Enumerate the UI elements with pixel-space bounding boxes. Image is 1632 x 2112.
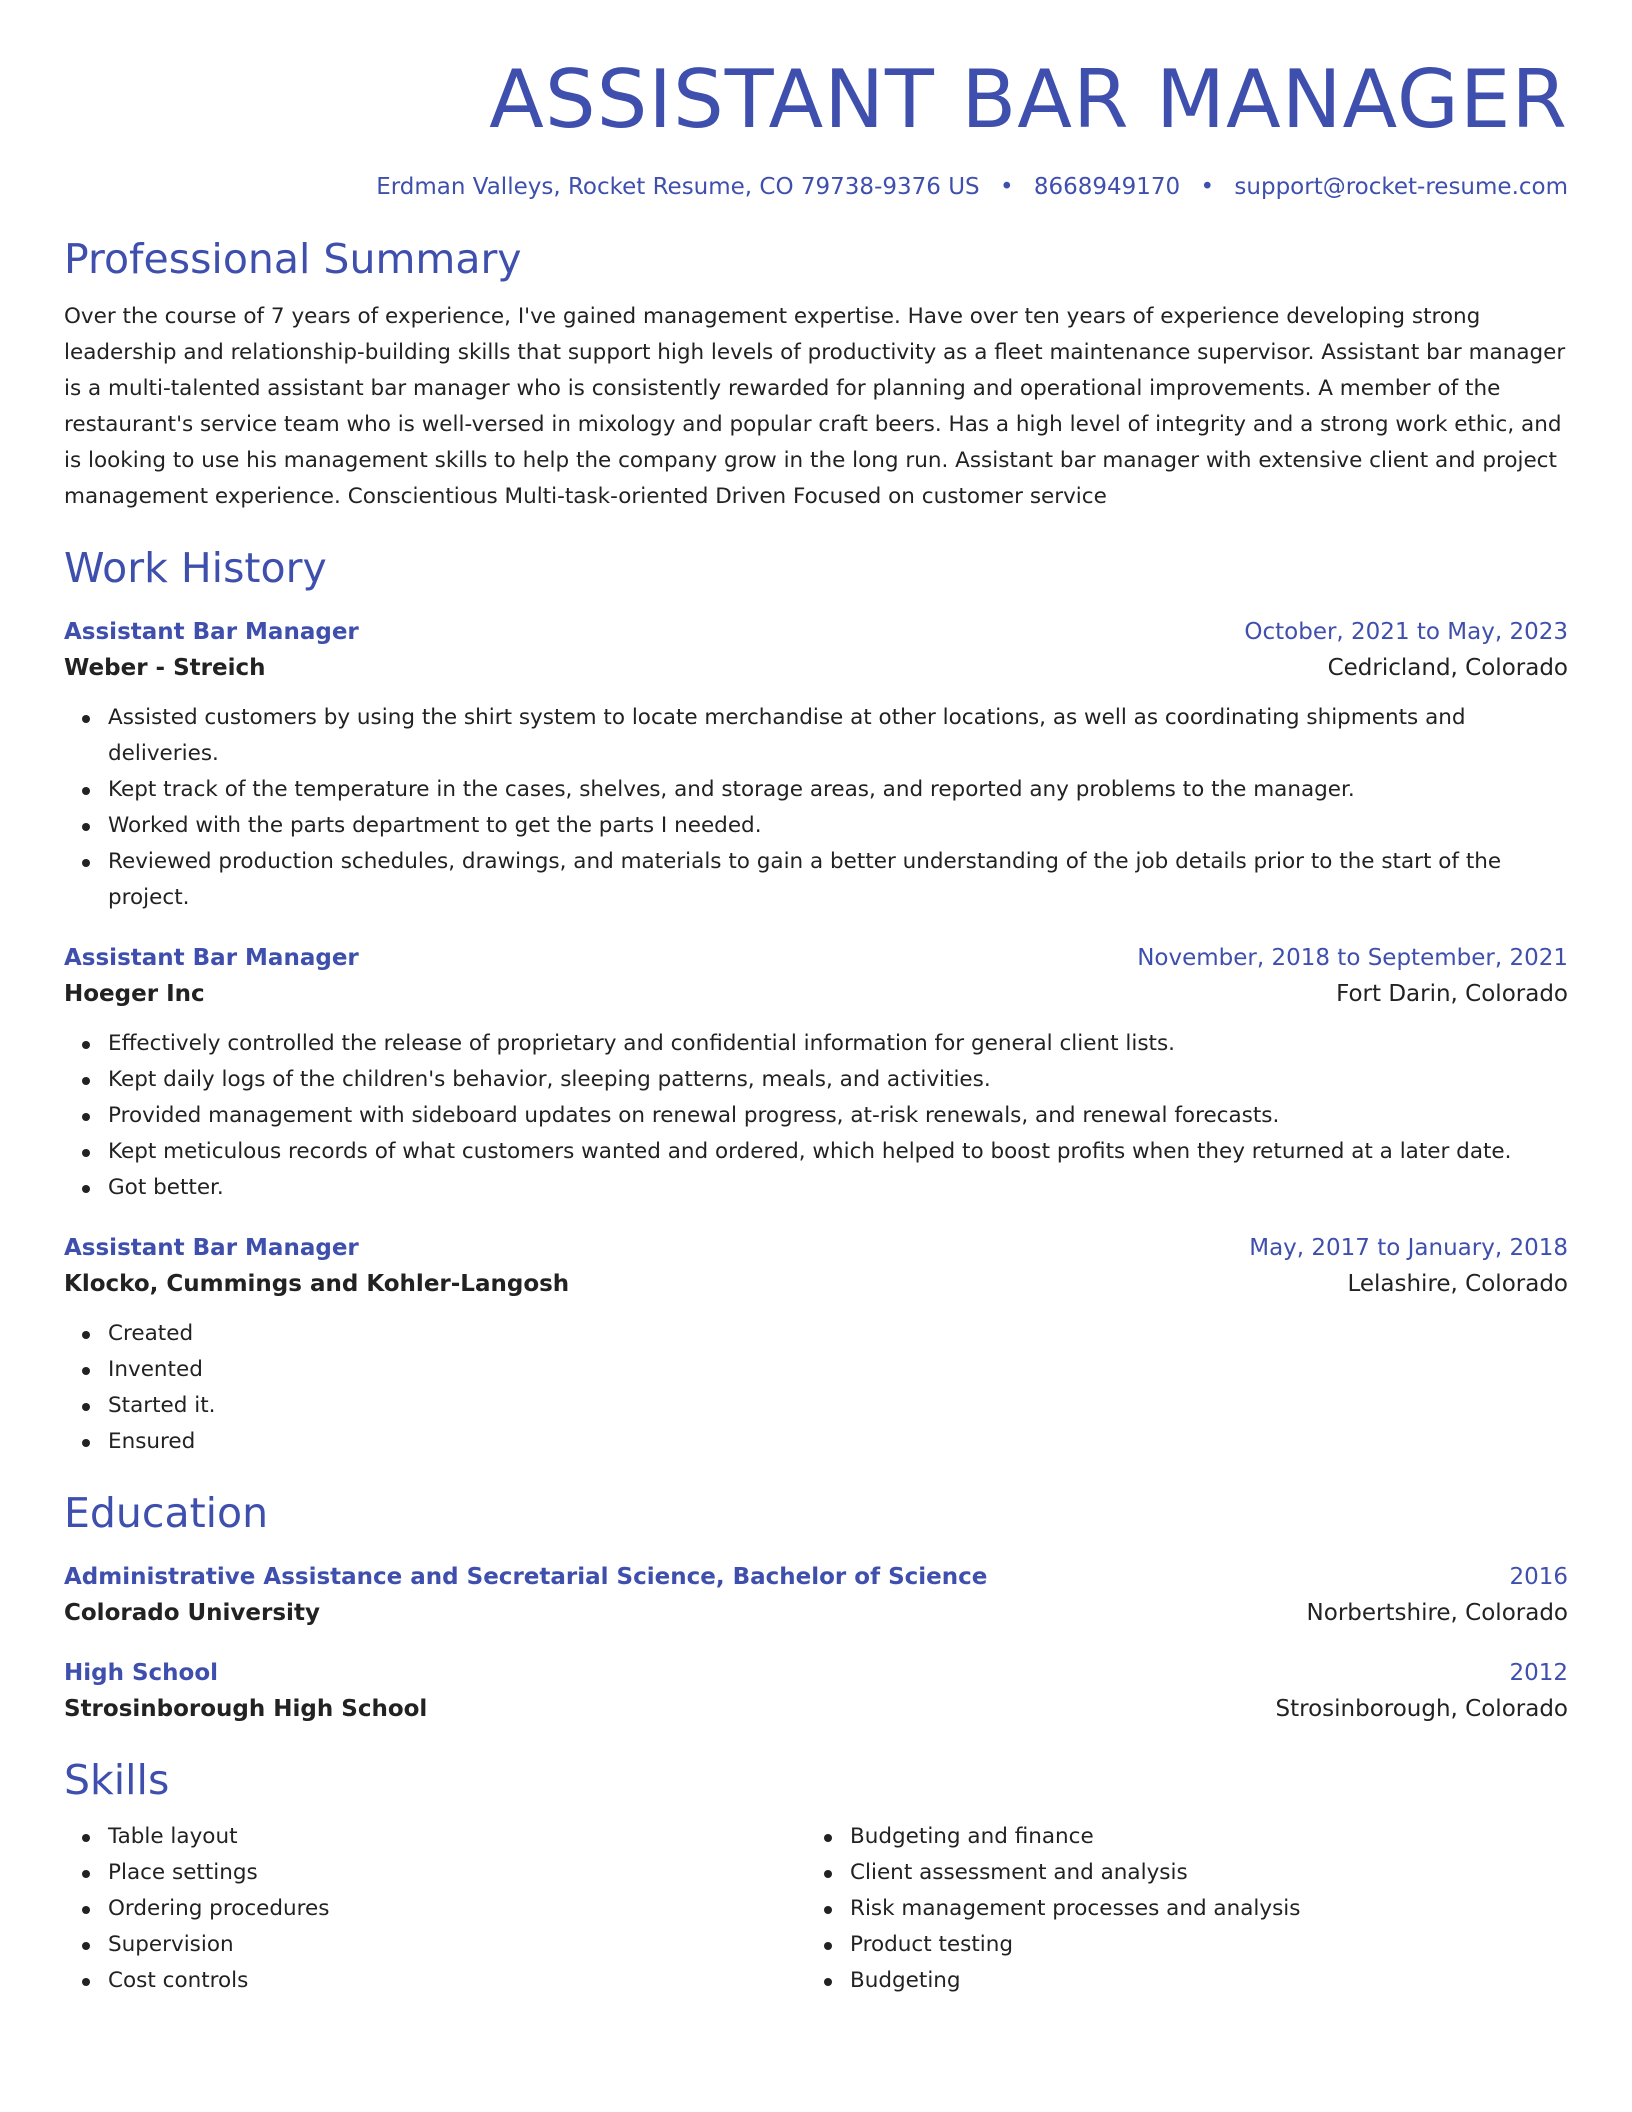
skills-heading: Skills — [64, 1756, 170, 1805]
job-company: Klocko, Cummings and Kohler-Langosh — [64, 1271, 570, 1298]
contact-phone: 8668949170 — [1033, 174, 1181, 200]
job-bullet: Kept daily logs of the children's behavior, sleeping patterns, meals, and activities. — [108, 1062, 1568, 1098]
resume-header — [64, 52, 1568, 200]
education-school: Colorado University — [64, 1600, 320, 1627]
skills-list — [64, 1819, 806, 1999]
job-bullets — [64, 1316, 1568, 1460]
skill-item: Cost controls — [108, 1963, 806, 1999]
skills-column-left — [64, 1819, 806, 1999]
job-bullet: Kept track of the temperature in the cases, shelves, and storage areas, and reported any problems to the manager. — [108, 772, 1568, 808]
skill-item: Table layout — [108, 1819, 806, 1855]
education-heading: Education — [64, 1489, 269, 1538]
skills-list — [806, 1819, 1548, 1999]
job-bullets — [64, 700, 1568, 916]
job-bullet: Invented — [108, 1352, 1568, 1388]
summary-section — [64, 236, 1568, 515]
work-history-heading: Work History — [64, 544, 327, 593]
work-history-section — [64, 545, 1568, 1460]
job-dates: October, 2021 to May, 2023 — [1244, 619, 1568, 646]
job-bullet: Ensured — [108, 1424, 1568, 1460]
job-bullet: Kept meticulous records of what customers wanted and ordered, which helped to boost profits when they returned at a later date. — [108, 1134, 1568, 1170]
education-year: 2016 — [1509, 1564, 1568, 1591]
job-bullets — [64, 1026, 1568, 1206]
education-section — [64, 1490, 1568, 1727]
skill-item: Place settings — [108, 1855, 806, 1891]
skill-item: Supervision — [108, 1927, 806, 1963]
skill-item: Risk management processes and analysis — [850, 1891, 1548, 1927]
job-location: Lelashire, Colorado — [1347, 1271, 1568, 1298]
summary-text: Over the course of 7 years of experience, I've gained management expertise. Have over ten years of experience developing strong leadership and relationship-building skills that support high levels of productivity as a fleet maintenance supervisor. Assistant bar manager is a multi-talented assistant bar manager who is consistently rewarded for planning and operational improvements. A member of the restaurant's service team who is well-versed in mixology and popular craft beers. Has a high level of integrity and a strong work ethic, and is looking to use his management skills to help the company grow in the long run. Assistant bar manager with extensive client and project management experience. Conscientious Multi-task-oriented Driven Focused on customer service — [64, 304, 1566, 510]
education-entry — [64, 1559, 1568, 1631]
candidate-title: ASSISTANT BAR MANAGER — [489, 53, 1568, 146]
education-year: 2012 — [1509, 1660, 1568, 1687]
job-entry — [64, 614, 1568, 916]
contact-email[interactable]: support@rocket-resume.com — [1234, 174, 1568, 200]
education-degree: High School — [64, 1660, 219, 1687]
job-bullet: Created — [108, 1316, 1568, 1352]
skill-item: Client assessment and analysis — [850, 1855, 1548, 1891]
education-degree: Administrative Assistance and Secretarial Science, Bachelor of Science — [64, 1564, 988, 1591]
skills-section — [64, 1757, 1568, 1998]
job-bullet: Provided management with sideboard updates on renewal progress, at-risk renewals, and renewal forecasts. — [108, 1098, 1568, 1134]
summary-heading: Professional Summary — [64, 235, 522, 283]
job-dates: November, 2018 to September, 2021 — [1137, 945, 1568, 972]
job-location: Fort Darin, Colorado — [1336, 981, 1568, 1008]
job-entry — [64, 940, 1568, 1206]
contact-separator: • — [1200, 174, 1215, 200]
job-role: Assistant Bar Manager — [64, 619, 359, 646]
job-bullet: Effectively controlled the release of proprietary and confidential information for general client lists. — [108, 1026, 1568, 1062]
job-bullet: Got better. — [108, 1170, 1568, 1206]
job-bullet: Worked with the parts department to get the parts I needed. — [108, 808, 1568, 844]
skills-column-right — [806, 1819, 1548, 1999]
contact-address: Erdman Valleys, Rocket Resume, CO 79738-9376 US — [376, 174, 980, 200]
job-location: Cedricland, Colorado — [1327, 655, 1568, 682]
job-company: Weber - Streich — [64, 655, 266, 682]
contact-separator: • — [999, 174, 1014, 200]
skill-item: Product testing — [850, 1927, 1548, 1963]
job-role: Assistant Bar Manager — [64, 945, 359, 972]
education-entry — [64, 1655, 1568, 1727]
job-company: Hoeger Inc — [64, 981, 205, 1008]
education-school: Strosinborough High School — [64, 1696, 428, 1723]
job-dates: May, 2017 to January, 2018 — [1249, 1235, 1568, 1262]
job-bullet: Reviewed production schedules, drawings, and materials to gain a better understanding of the job details prior to the start of the project. — [108, 844, 1568, 916]
skills-columns — [64, 1819, 1568, 1999]
skill-item: Ordering procedures — [108, 1891, 806, 1927]
job-bullet: Started it. — [108, 1388, 1568, 1424]
contact-line — [64, 174, 1568, 200]
job-entry — [64, 1230, 1568, 1460]
education-location: Strosinborough, Colorado — [1275, 1696, 1568, 1723]
education-location: Norbertshire, Colorado — [1306, 1600, 1568, 1627]
job-bullet: Assisted customers by using the shirt system to locate merchandise at other locations, as well as coordinating shipments and deliveries. — [108, 700, 1568, 772]
skill-item: Budgeting and finance — [850, 1819, 1548, 1855]
job-role: Assistant Bar Manager — [64, 1235, 359, 1262]
skill-item: Budgeting — [850, 1963, 1548, 1999]
